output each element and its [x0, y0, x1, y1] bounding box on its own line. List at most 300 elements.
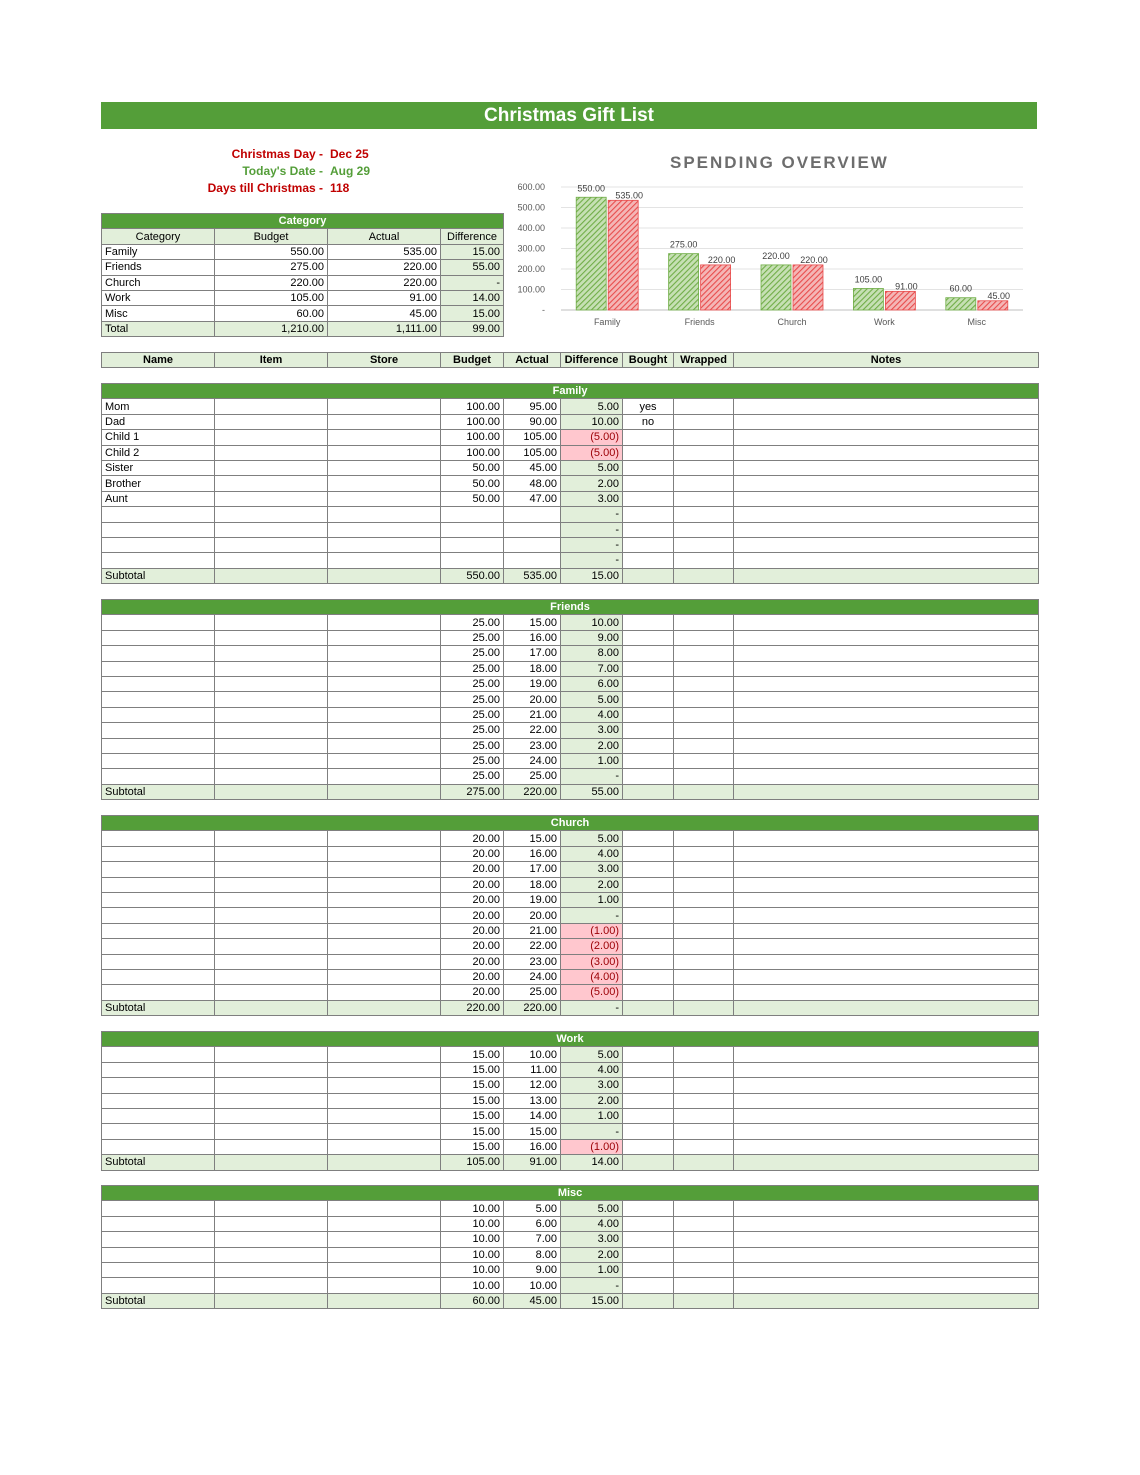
- cell-store[interactable]: [328, 1139, 441, 1154]
- subtotal-notes[interactable]: [734, 1000, 1039, 1015]
- cell-bought[interactable]: [623, 460, 674, 475]
- cell-item[interactable]: [215, 707, 328, 722]
- subtotal-difference[interactable]: 14.00: [561, 1155, 623, 1170]
- cell-difference[interactable]: 10.00: [561, 615, 623, 630]
- cell-notes[interactable]: [734, 923, 1039, 938]
- cell-wrapped[interactable]: [674, 939, 734, 954]
- cell-budget[interactable]: [441, 537, 504, 552]
- cell-actual[interactable]: 16.00: [504, 846, 561, 861]
- cell-bought[interactable]: [623, 985, 674, 1000]
- cell-wrapped[interactable]: [674, 1262, 734, 1277]
- subtotal-difference[interactable]: -: [561, 1000, 623, 1015]
- cell-budget[interactable]: 20.00: [441, 969, 504, 984]
- cell-difference[interactable]: (5.00): [561, 445, 623, 460]
- cell-difference[interactable]: 8.00: [561, 646, 623, 661]
- cell-wrapped[interactable]: [674, 1093, 734, 1108]
- cell-budget[interactable]: 25.00: [441, 661, 504, 676]
- cell-name[interactable]: [102, 1093, 215, 1108]
- cell-name[interactable]: [102, 1201, 215, 1216]
- cell-store[interactable]: [328, 954, 441, 969]
- cell-actual[interactable]: 15.00: [504, 831, 561, 846]
- cell-name[interactable]: [102, 1062, 215, 1077]
- cell-difference[interactable]: 14.00: [441, 290, 504, 305]
- cell-bought[interactable]: [623, 738, 674, 753]
- cell-bought[interactable]: [623, 1232, 674, 1247]
- subtotal-item[interactable]: [215, 568, 328, 583]
- cell-actual[interactable]: 18.00: [504, 661, 561, 676]
- cell-wrapped[interactable]: [674, 1124, 734, 1139]
- cell-store[interactable]: [328, 707, 441, 722]
- cell-budget[interactable]: [441, 522, 504, 537]
- cell-store[interactable]: [328, 769, 441, 784]
- cell-notes[interactable]: [734, 630, 1039, 645]
- subtotal-actual[interactable]: 220.00: [504, 1000, 561, 1015]
- subtotal-budget[interactable]: 105.00: [441, 1155, 504, 1170]
- cell-difference[interactable]: 4.00: [561, 846, 623, 861]
- cell-name[interactable]: [102, 537, 215, 552]
- cell-item[interactable]: [215, 954, 328, 969]
- cell-notes[interactable]: [734, 522, 1039, 537]
- cell-wrapped[interactable]: [674, 1201, 734, 1216]
- cell-difference[interactable]: 9.00: [561, 630, 623, 645]
- subtotal-item[interactable]: [215, 1155, 328, 1170]
- cell-budget[interactable]: 10.00: [441, 1232, 504, 1247]
- cell-item[interactable]: [215, 1062, 328, 1077]
- cell-item[interactable]: [215, 522, 328, 537]
- cell-notes[interactable]: [734, 460, 1039, 475]
- cell-wrapped[interactable]: [674, 1232, 734, 1247]
- cell-name[interactable]: [102, 1232, 215, 1247]
- cell-bought[interactable]: [623, 507, 674, 522]
- cell-actual[interactable]: 11.00: [504, 1062, 561, 1077]
- cell-budget[interactable]: 10.00: [441, 1247, 504, 1262]
- cell-difference[interactable]: 10.00: [561, 414, 623, 429]
- cell-store[interactable]: [328, 692, 441, 707]
- subtotal-difference[interactable]: 55.00: [561, 784, 623, 799]
- cell-store[interactable]: [328, 985, 441, 1000]
- cell-name[interactable]: [102, 753, 215, 768]
- cell-actual[interactable]: 23.00: [504, 954, 561, 969]
- cell-name[interactable]: [102, 1278, 215, 1293]
- cell-item[interactable]: [215, 1047, 328, 1062]
- cell-actual[interactable]: 20.00: [504, 692, 561, 707]
- cell-item[interactable]: [215, 630, 328, 645]
- cell-wrapped[interactable]: [674, 954, 734, 969]
- cell-store[interactable]: [328, 969, 441, 984]
- cell-name[interactable]: [102, 615, 215, 630]
- total-actual[interactable]: 1,111.00: [328, 321, 441, 336]
- cell-difference[interactable]: 15.00: [441, 306, 504, 321]
- cell-item[interactable]: [215, 414, 328, 429]
- cell-item[interactable]: [215, 831, 328, 846]
- cell-budget[interactable]: 100.00: [441, 399, 504, 414]
- cell-actual[interactable]: 10.00: [504, 1278, 561, 1293]
- subtotal-notes[interactable]: [734, 1293, 1039, 1308]
- cell-store[interactable]: [328, 892, 441, 907]
- cell-actual[interactable]: 18.00: [504, 877, 561, 892]
- cell-difference[interactable]: 55.00: [441, 260, 504, 275]
- subtotal-bought[interactable]: [623, 1155, 674, 1170]
- cell-wrapped[interactable]: [674, 738, 734, 753]
- subtotal-notes[interactable]: [734, 784, 1039, 799]
- cell-store[interactable]: [328, 862, 441, 877]
- subtotal-store[interactable]: [328, 1293, 441, 1308]
- cell-store[interactable]: [328, 877, 441, 892]
- cell-budget[interactable]: 60.00: [215, 306, 328, 321]
- cell-difference[interactable]: 4.00: [561, 707, 623, 722]
- cell-item[interactable]: [215, 692, 328, 707]
- cell-item[interactable]: [215, 738, 328, 753]
- cell-store[interactable]: [328, 738, 441, 753]
- cell-wrapped[interactable]: [674, 923, 734, 938]
- cell-difference[interactable]: 4.00: [561, 1216, 623, 1231]
- cell-difference[interactable]: -: [561, 537, 623, 552]
- cell-notes[interactable]: [734, 445, 1039, 460]
- cell-item[interactable]: [215, 476, 328, 491]
- cell-difference[interactable]: -: [561, 769, 623, 784]
- cell-store[interactable]: [328, 1093, 441, 1108]
- cell-budget[interactable]: 10.00: [441, 1216, 504, 1231]
- cell-item[interactable]: [215, 661, 328, 676]
- subtotal-wrapped[interactable]: [674, 784, 734, 799]
- cell-notes[interactable]: [734, 676, 1039, 691]
- cell-difference[interactable]: 5.00: [561, 1047, 623, 1062]
- cell-budget[interactable]: 25.00: [441, 630, 504, 645]
- cell-category[interactable]: Work: [102, 290, 215, 305]
- cell-name[interactable]: [102, 1047, 215, 1062]
- cell-store[interactable]: [328, 1232, 441, 1247]
- cell-name[interactable]: Brother: [102, 476, 215, 491]
- cell-actual[interactable]: 23.00: [504, 738, 561, 753]
- subtotal-budget[interactable]: 220.00: [441, 1000, 504, 1015]
- cell-name[interactable]: [102, 723, 215, 738]
- cell-difference[interactable]: 3.00: [561, 1232, 623, 1247]
- cell-category[interactable]: Church: [102, 275, 215, 290]
- subtotal-store[interactable]: [328, 568, 441, 583]
- cell-item[interactable]: [215, 753, 328, 768]
- cell-actual[interactable]: 25.00: [504, 769, 561, 784]
- cell-item[interactable]: [215, 460, 328, 475]
- cell-bought[interactable]: [623, 753, 674, 768]
- cell-actual[interactable]: 24.00: [504, 753, 561, 768]
- cell-wrapped[interactable]: [674, 969, 734, 984]
- cell-item[interactable]: [215, 1093, 328, 1108]
- cell-store[interactable]: [328, 537, 441, 552]
- cell-budget[interactable]: 25.00: [441, 646, 504, 661]
- cell-bought[interactable]: [623, 1124, 674, 1139]
- cell-notes[interactable]: [734, 430, 1039, 445]
- cell-name[interactable]: [102, 1078, 215, 1093]
- cell-actual[interactable]: 22.00: [504, 723, 561, 738]
- cell-wrapped[interactable]: [674, 476, 734, 491]
- cell-budget[interactable]: 15.00: [441, 1108, 504, 1123]
- cell-store[interactable]: [328, 445, 441, 460]
- subtotal-item[interactable]: [215, 784, 328, 799]
- cell-bought[interactable]: [623, 862, 674, 877]
- cell-notes[interactable]: [734, 491, 1039, 506]
- cell-actual[interactable]: 7.00: [504, 1232, 561, 1247]
- cell-budget[interactable]: 50.00: [441, 491, 504, 506]
- cell-budget[interactable]: 20.00: [441, 954, 504, 969]
- cell-store[interactable]: [328, 753, 441, 768]
- cell-name[interactable]: [102, 892, 215, 907]
- cell-budget[interactable]: 220.00: [215, 275, 328, 290]
- cell-wrapped[interactable]: [674, 892, 734, 907]
- cell-notes[interactable]: [734, 1278, 1039, 1293]
- cell-name[interactable]: [102, 939, 215, 954]
- cell-name[interactable]: [102, 522, 215, 537]
- cell-bought[interactable]: [623, 1108, 674, 1123]
- subtotal-actual[interactable]: 91.00: [504, 1155, 561, 1170]
- cell-name[interactable]: [102, 630, 215, 645]
- cell-bought[interactable]: [623, 1093, 674, 1108]
- cell-bought[interactable]: [623, 908, 674, 923]
- cell-item[interactable]: [215, 969, 328, 984]
- cell-notes[interactable]: [734, 862, 1039, 877]
- cell-actual[interactable]: 105.00: [504, 430, 561, 445]
- cell-notes[interactable]: [734, 846, 1039, 861]
- subtotal-store[interactable]: [328, 1155, 441, 1170]
- cell-budget[interactable]: 100.00: [441, 430, 504, 445]
- cell-actual[interactable]: 25.00: [504, 985, 561, 1000]
- cell-difference[interactable]: 6.00: [561, 676, 623, 691]
- cell-notes[interactable]: [734, 939, 1039, 954]
- cell-actual[interactable]: [504, 553, 561, 568]
- cell-bought[interactable]: [623, 553, 674, 568]
- cell-difference[interactable]: (1.00): [561, 923, 623, 938]
- cell-store[interactable]: [328, 522, 441, 537]
- subtotal-wrapped[interactable]: [674, 1293, 734, 1308]
- cell-wrapped[interactable]: [674, 537, 734, 552]
- cell-notes[interactable]: [734, 615, 1039, 630]
- cell-name[interactable]: [102, 1262, 215, 1277]
- cell-actual[interactable]: 17.00: [504, 646, 561, 661]
- cell-actual[interactable]: 91.00: [328, 290, 441, 305]
- cell-difference[interactable]: -: [561, 1278, 623, 1293]
- cell-difference[interactable]: 5.00: [561, 399, 623, 414]
- cell-name[interactable]: [102, 707, 215, 722]
- cell-actual[interactable]: 17.00: [504, 862, 561, 877]
- cell-budget[interactable]: 100.00: [441, 414, 504, 429]
- cell-wrapped[interactable]: [674, 846, 734, 861]
- cell-actual[interactable]: 220.00: [328, 275, 441, 290]
- cell-budget[interactable]: 25.00: [441, 692, 504, 707]
- cell-store[interactable]: [328, 661, 441, 676]
- cell-budget[interactable]: 20.00: [441, 877, 504, 892]
- cell-notes[interactable]: [734, 954, 1039, 969]
- cell-item[interactable]: [215, 846, 328, 861]
- cell-store[interactable]: [328, 1247, 441, 1262]
- cell-bought[interactable]: [623, 1262, 674, 1277]
- cell-name[interactable]: [102, 1124, 215, 1139]
- cell-difference[interactable]: 4.00: [561, 1062, 623, 1077]
- cell-difference[interactable]: 5.00: [561, 1201, 623, 1216]
- cell-difference[interactable]: 2.00: [561, 476, 623, 491]
- cell-wrapped[interactable]: [674, 1078, 734, 1093]
- cell-store[interactable]: [328, 1216, 441, 1231]
- cell-actual[interactable]: 47.00: [504, 491, 561, 506]
- cell-store[interactable]: [328, 923, 441, 938]
- cell-budget[interactable]: [441, 553, 504, 568]
- cell-notes[interactable]: [734, 553, 1039, 568]
- cell-bought[interactable]: [623, 892, 674, 907]
- cell-notes[interactable]: [734, 769, 1039, 784]
- cell-budget[interactable]: 20.00: [441, 846, 504, 861]
- cell-notes[interactable]: [734, 831, 1039, 846]
- cell-notes[interactable]: [734, 738, 1039, 753]
- cell-difference[interactable]: 5.00: [561, 831, 623, 846]
- cell-name[interactable]: Aunt: [102, 491, 215, 506]
- cell-budget[interactable]: 20.00: [441, 908, 504, 923]
- cell-notes[interactable]: [734, 692, 1039, 707]
- cell-notes[interactable]: [734, 707, 1039, 722]
- cell-difference[interactable]: 7.00: [561, 661, 623, 676]
- cell-store[interactable]: [328, 939, 441, 954]
- cell-wrapped[interactable]: [674, 1278, 734, 1293]
- subtotal-item[interactable]: [215, 1293, 328, 1308]
- cell-bought[interactable]: [623, 954, 674, 969]
- cell-difference[interactable]: 1.00: [561, 1262, 623, 1277]
- cell-actual[interactable]: 14.00: [504, 1108, 561, 1123]
- cell-item[interactable]: [215, 615, 328, 630]
- cell-name[interactable]: [102, 692, 215, 707]
- cell-name[interactable]: [102, 969, 215, 984]
- cell-name[interactable]: Child 1: [102, 430, 215, 445]
- cell-bought[interactable]: [623, 723, 674, 738]
- cell-notes[interactable]: [734, 1232, 1039, 1247]
- cell-wrapped[interactable]: [674, 676, 734, 691]
- cell-budget[interactable]: 15.00: [441, 1124, 504, 1139]
- cell-bought[interactable]: [623, 923, 674, 938]
- cell-difference[interactable]: 3.00: [561, 723, 623, 738]
- subtotal-budget[interactable]: 275.00: [441, 784, 504, 799]
- cell-difference[interactable]: 1.00: [561, 1108, 623, 1123]
- cell-notes[interactable]: [734, 646, 1039, 661]
- subtotal-wrapped[interactable]: [674, 1000, 734, 1015]
- cell-bought[interactable]: yes: [623, 399, 674, 414]
- cell-actual[interactable]: 24.00: [504, 969, 561, 984]
- cell-bought[interactable]: [623, 630, 674, 645]
- cell-store[interactable]: [328, 399, 441, 414]
- cell-store[interactable]: [328, 908, 441, 923]
- subtotal-notes[interactable]: [734, 1155, 1039, 1170]
- cell-bought[interactable]: [623, 1062, 674, 1077]
- cell-budget[interactable]: 10.00: [441, 1201, 504, 1216]
- cell-name[interactable]: [102, 769, 215, 784]
- cell-actual[interactable]: [504, 522, 561, 537]
- cell-item[interactable]: [215, 1108, 328, 1123]
- cell-actual[interactable]: 15.00: [504, 1124, 561, 1139]
- cell-item[interactable]: [215, 507, 328, 522]
- cell-wrapped[interactable]: [674, 1216, 734, 1231]
- cell-store[interactable]: [328, 1278, 441, 1293]
- subtotal-store[interactable]: [328, 1000, 441, 1015]
- cell-notes[interactable]: [734, 414, 1039, 429]
- cell-budget[interactable]: 10.00: [441, 1278, 504, 1293]
- cell-name[interactable]: [102, 877, 215, 892]
- total-budget[interactable]: 1,210.00: [215, 321, 328, 336]
- cell-wrapped[interactable]: [674, 1047, 734, 1062]
- cell-wrapped[interactable]: [674, 630, 734, 645]
- cell-notes[interactable]: [734, 723, 1039, 738]
- cell-item[interactable]: [215, 445, 328, 460]
- cell-budget[interactable]: 50.00: [441, 476, 504, 491]
- cell-actual[interactable]: 13.00: [504, 1093, 561, 1108]
- cell-wrapped[interactable]: [674, 831, 734, 846]
- cell-difference[interactable]: 2.00: [561, 738, 623, 753]
- cell-item[interactable]: [215, 676, 328, 691]
- cell-name[interactable]: Mom: [102, 399, 215, 414]
- cell-budget[interactable]: [441, 507, 504, 522]
- cell-item[interactable]: [215, 491, 328, 506]
- subtotal-actual[interactable]: 220.00: [504, 784, 561, 799]
- cell-item[interactable]: [215, 553, 328, 568]
- cell-name[interactable]: [102, 1247, 215, 1262]
- cell-difference[interactable]: (3.00): [561, 954, 623, 969]
- cell-bought[interactable]: [623, 969, 674, 984]
- cell-difference[interactable]: -: [561, 908, 623, 923]
- cell-actual[interactable]: 19.00: [504, 676, 561, 691]
- cell-category[interactable]: Friends: [102, 260, 215, 275]
- cell-wrapped[interactable]: [674, 414, 734, 429]
- cell-item[interactable]: [215, 1262, 328, 1277]
- cell-item[interactable]: [215, 1232, 328, 1247]
- cell-item[interactable]: [215, 1124, 328, 1139]
- cell-budget[interactable]: 15.00: [441, 1062, 504, 1077]
- cell-actual[interactable]: 48.00: [504, 476, 561, 491]
- cell-bought[interactable]: [623, 769, 674, 784]
- cell-bought[interactable]: [623, 430, 674, 445]
- cell-category[interactable]: Family: [102, 244, 215, 259]
- cell-difference[interactable]: 3.00: [561, 862, 623, 877]
- cell-bought[interactable]: [623, 877, 674, 892]
- cell-difference[interactable]: -: [561, 1124, 623, 1139]
- cell-actual[interactable]: 16.00: [504, 630, 561, 645]
- cell-name[interactable]: [102, 676, 215, 691]
- cell-bought[interactable]: no: [623, 414, 674, 429]
- cell-difference[interactable]: 2.00: [561, 877, 623, 892]
- total-difference[interactable]: 99.00: [441, 321, 504, 336]
- cell-name[interactable]: [102, 862, 215, 877]
- cell-budget[interactable]: 25.00: [441, 707, 504, 722]
- cell-actual[interactable]: 8.00: [504, 1247, 561, 1262]
- cell-notes[interactable]: [734, 1078, 1039, 1093]
- subtotal-budget[interactable]: 550.00: [441, 568, 504, 583]
- cell-bought[interactable]: [623, 522, 674, 537]
- cell-notes[interactable]: [734, 476, 1039, 491]
- cell-notes[interactable]: [734, 507, 1039, 522]
- cell-wrapped[interactable]: [674, 646, 734, 661]
- cell-store[interactable]: [328, 1124, 441, 1139]
- cell-notes[interactable]: [734, 1247, 1039, 1262]
- cell-wrapped[interactable]: [674, 753, 734, 768]
- cell-difference[interactable]: 2.00: [561, 1093, 623, 1108]
- cell-bought[interactable]: [623, 939, 674, 954]
- cell-item[interactable]: [215, 723, 328, 738]
- subtotal-wrapped[interactable]: [674, 1155, 734, 1170]
- cell-store[interactable]: [328, 630, 441, 645]
- subtotal-budget[interactable]: 60.00: [441, 1293, 504, 1308]
- cell-store[interactable]: [328, 1262, 441, 1277]
- cell-wrapped[interactable]: [674, 615, 734, 630]
- cell-actual[interactable]: 535.00: [328, 244, 441, 259]
- cell-budget[interactable]: 275.00: [215, 260, 328, 275]
- cell-actual[interactable]: 9.00: [504, 1262, 561, 1277]
- cell-actual[interactable]: 95.00: [504, 399, 561, 414]
- cell-notes[interactable]: [734, 1201, 1039, 1216]
- cell-budget[interactable]: 25.00: [441, 738, 504, 753]
- cell-actual[interactable]: 20.00: [504, 908, 561, 923]
